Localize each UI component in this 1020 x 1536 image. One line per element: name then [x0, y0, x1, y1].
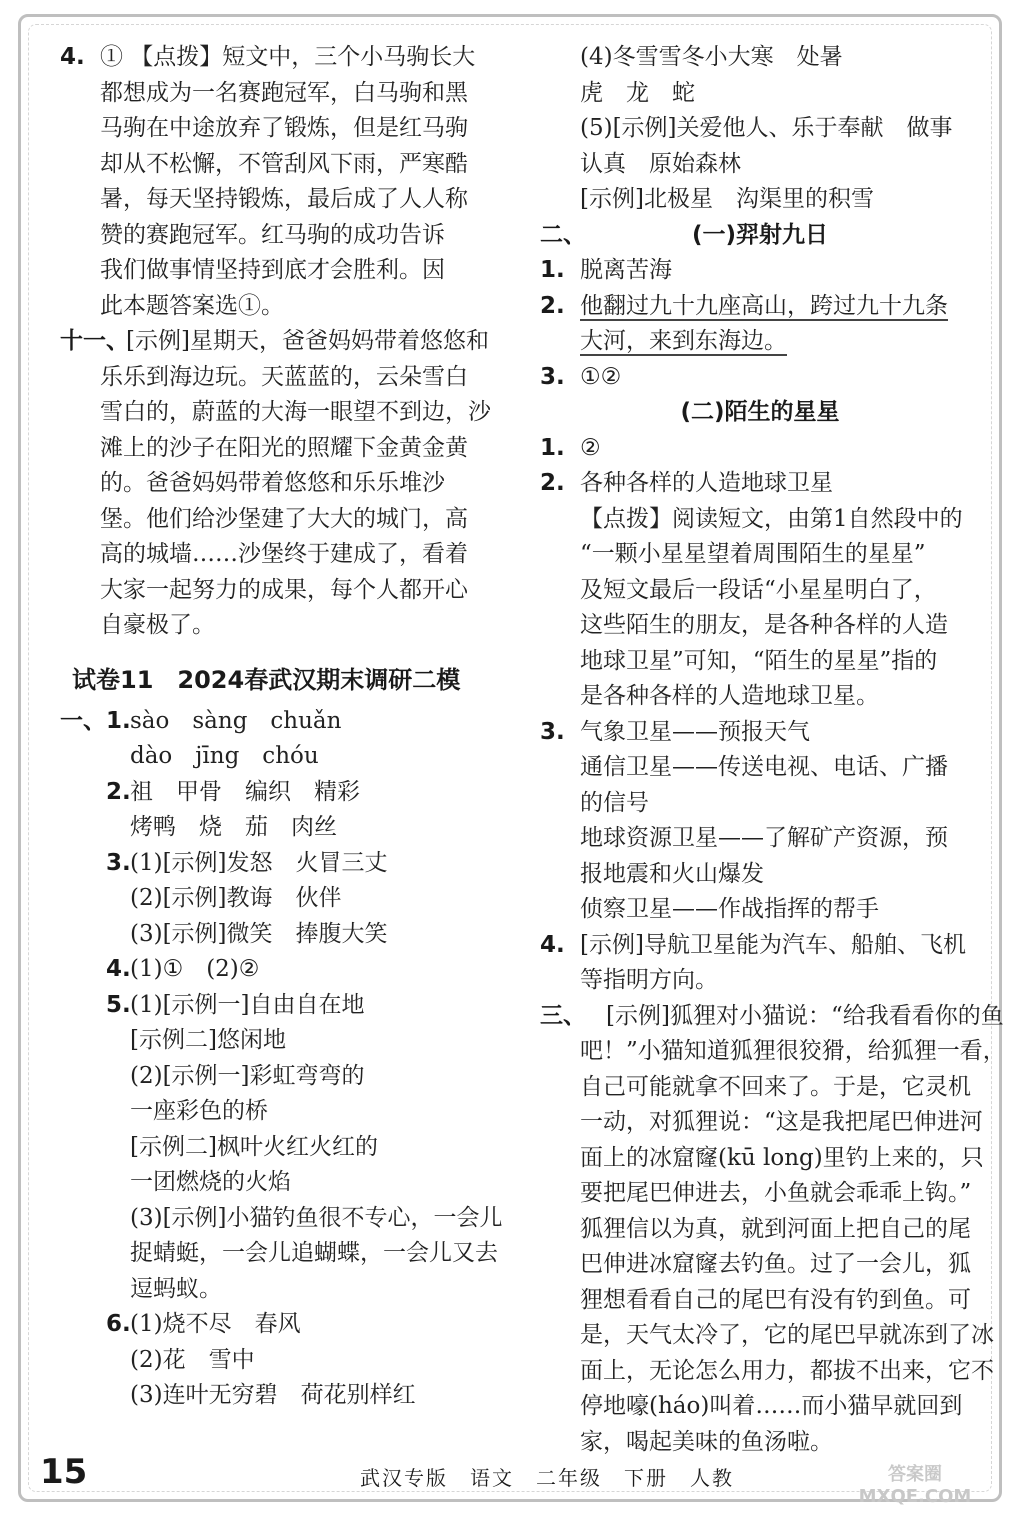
answer-line: [60, 952, 500, 988]
answer-text: 大河，来到东海边。: [580, 328, 787, 354]
question-number: 2.: [540, 470, 565, 496]
answer-text: 是，天气太冷了，它的尾巴早就冻到了冰: [580, 1322, 994, 1348]
answer-line: [540, 40, 980, 76]
answer-line: [60, 431, 500, 467]
answer-text: ①②: [580, 363, 622, 390]
answer-line: [540, 431, 980, 467]
answer-text: 【点拨】阅读短文，由第1自然段中的: [580, 505, 963, 532]
answer-text: (4)冬雪雪冬小大寒 处暑: [580, 44, 843, 70]
answer-text: 地球资源卫星——了解矿产资源，预: [580, 825, 948, 851]
answer-line: [60, 147, 500, 183]
answer-line: [540, 679, 980, 715]
right-column: [540, 40, 1006, 1460]
answer-line: [540, 1389, 980, 1425]
question-number: 4.: [106, 956, 131, 982]
footer-edition-text: 武汉专版 语文 二年级 下册 人教: [360, 1466, 734, 1490]
answer-text: 都想成为一名赛跑冠军，白马驹和黑: [100, 79, 468, 106]
answer-line: [60, 466, 500, 502]
answer-text: [示例]导航卫星能为汽车、船舶、飞机: [580, 931, 966, 958]
answer-text: 大家一起努力的成果，每个人都开心: [100, 576, 468, 603]
answer-line: [540, 1354, 994, 1390]
answer-text: 一动，对狐狸说：“这是我把尾巴伸进河: [580, 1109, 983, 1135]
answer-text: 祖 甲骨 编织 精彩: [130, 778, 360, 805]
reading-title-2-text: (二)陌生的星星: [680, 399, 840, 425]
answer-text: [示例]狐狸对小猫说：“给我看看你的鱼: [606, 1002, 1004, 1029]
answer-text: 马驹在中途放弃了锻炼，但是红马驹: [100, 115, 468, 141]
answer-line: [60, 76, 500, 112]
answer-line: [60, 881, 500, 917]
answer-line: [540, 715, 980, 751]
answer-line: [540, 466, 980, 502]
answer-text: 侦察卫星——作战指挥的帮手: [580, 896, 879, 922]
answer-line: [540, 1141, 984, 1177]
answer-text: 这些陌生的朋友，是各种各样的人造: [580, 612, 948, 638]
answer-text: 滩上的沙子在阳光的照耀下金黄金黄: [100, 434, 468, 461]
answer-text: 雪白的，蔚蓝的大海一眼望不到边，沙: [100, 399, 491, 425]
answer-text: [示例二]枫叶火红火红的: [130, 1133, 378, 1160]
answer-text: 逗蚂蚁。: [130, 1275, 222, 1302]
answer-text: 暑，每天坚持锻炼，最后成了人人称: [100, 186, 468, 212]
answer-line: [60, 40, 500, 76]
answer-line: [60, 1201, 503, 1237]
answer-text: 他翻过九十九座高山，跨过九十九条: [580, 292, 948, 319]
answer-line: [540, 147, 980, 183]
answer-text: ②: [580, 434, 601, 461]
answer-line: [60, 917, 500, 953]
answer-line: [60, 1130, 500, 1166]
answer-line: [60, 846, 500, 882]
question-number: 1.: [540, 257, 565, 283]
answer-text: 我们做事情坚持到底才会胜利。因: [100, 257, 445, 283]
answer-line: [540, 786, 980, 822]
answer-text: (1)[示例]发怒 火冒三丈: [130, 849, 388, 876]
answer-line: [60, 395, 500, 431]
answer-text: 的信号: [580, 789, 649, 816]
answer-line: [60, 704, 500, 740]
answer-text: (2)花 雪中: [130, 1346, 255, 1373]
answer-text: 面上的冰窟窿(kū long)里钓上来的，只: [580, 1144, 984, 1171]
answer-text: 一团燃烧的火焰: [130, 1169, 291, 1195]
answer-text: 乐乐到海边玩。天蓝蓝的，云朵雪白: [100, 363, 468, 390]
answer-line: [540, 1034, 1006, 1070]
answer-text: 面上，无论怎么用力，都拔不出来，它不: [580, 1357, 994, 1384]
answer-text: ① 【点拨】短文中，三个小马驹长大: [100, 44, 476, 70]
answer-line: [60, 253, 500, 289]
answer-line: [60, 289, 500, 325]
answer-text: 一座彩色的桥: [130, 1098, 268, 1124]
question-number: 三、: [540, 1002, 586, 1029]
answer-text: 堡。他们给沙堡建了大大的城门，高: [100, 505, 468, 532]
answer-line: [540, 999, 1004, 1035]
answer-line: [60, 360, 500, 396]
answer-line: [540, 111, 980, 147]
answer-line: [60, 502, 500, 538]
answer-line: [540, 1105, 983, 1141]
answer-text: dào jīng chóu: [130, 743, 319, 769]
answer-text: 吧！”小猫知道狐狸很狡猾，给狐狸一看，: [580, 1038, 1006, 1064]
answer-text: 狐狸信以为真，就到河面上把自己的尾: [580, 1215, 971, 1242]
answer-line: [60, 111, 500, 147]
question-number: 3.: [106, 849, 131, 876]
answer-text: 高的城墙……沙堡终于建成了，看着: [100, 541, 468, 567]
answer-line: [540, 857, 980, 893]
question-number: 十一、: [60, 328, 129, 354]
answer-line: [540, 502, 980, 538]
answer-line: [540, 360, 980, 396]
reading-title-1-text: (一)羿射九日: [691, 221, 829, 248]
question-number: 1.: [540, 434, 565, 461]
answer-text: (3)[示例]微笑 捧腹大笑: [130, 920, 388, 947]
answer-text: [示例]星期天，爸爸妈妈带着悠悠和: [126, 328, 489, 354]
answer-text: 要把尾巴伸进去，小鱼就会乖乖上钩。”: [580, 1180, 972, 1206]
question-number: 5.: [106, 991, 131, 1018]
answer-line: [60, 218, 500, 254]
answer-line: [540, 1318, 994, 1354]
answer-line: [60, 1343, 500, 1379]
answer-line: [60, 1023, 500, 1059]
page-number: 15: [40, 1452, 88, 1492]
answer-line: [540, 1176, 980, 1212]
answer-text: [示例二]悠闲地: [130, 1027, 286, 1053]
page-footer: [40, 1452, 980, 1502]
answer-line: [540, 324, 980, 360]
answer-text: 是各种各样的人造地球卫星。: [580, 683, 879, 709]
answer-line: [60, 1094, 500, 1130]
answer-line: [60, 810, 500, 846]
question-number: 4.: [60, 44, 85, 70]
left-column: [60, 40, 503, 1414]
answer-text: 赞的赛跑冠军。红马驹的成功告诉: [100, 221, 445, 248]
question-number: 一、1.: [60, 707, 131, 734]
answer-text: 烤鸭 烧 茄 肉丝: [130, 814, 337, 840]
answer-line: [540, 750, 980, 786]
exam-section-title: [60, 656, 500, 704]
answer-text: (3)连叶无穷碧 荷花别样红: [130, 1382, 416, 1408]
question-number: 3.: [540, 718, 565, 745]
watermark-logo: 答案圈 MXQE.COM: [858, 1464, 972, 1507]
answer-line: [540, 289, 980, 325]
answer-text: 认真 原始森林: [580, 150, 741, 177]
answer-line: [540, 608, 980, 644]
answer-text: 的。爸爸妈妈带着悠悠和乐乐堆沙: [100, 470, 445, 496]
answer-line: [540, 1247, 980, 1283]
answer-text: (5)[示例]关爱他人、乐于奉献 做事: [580, 115, 953, 141]
answer-line: [60, 988, 500, 1024]
answer-line: [540, 1070, 980, 1106]
answer-line: [540, 253, 980, 289]
answer-text: (2)[示例]教诲 伙伴: [130, 885, 342, 911]
answer-line: [60, 1236, 500, 1272]
answer-line: [540, 1212, 980, 1248]
answer-text: 此本题答案选①。: [100, 292, 284, 319]
exam-section-title-text: 试卷11 2024春武汉期末调研二模: [72, 665, 461, 694]
answer-line: [60, 775, 500, 811]
answer-line: [540, 182, 980, 218]
answer-text: 各种各样的人造地球卫星: [580, 470, 833, 496]
question-number: 3.: [540, 363, 565, 390]
answer-text: 虎 龙 蛇: [580, 79, 695, 106]
answer-text: 及短文最后一段话“小星星明白了，: [580, 576, 937, 603]
answer-text: 报地震和火山爆发: [580, 860, 764, 887]
answer-text: 却从不松懈，不管刮风下雨，严寒酷: [100, 150, 468, 177]
answer-line: [540, 76, 980, 112]
answer-line: [540, 892, 980, 928]
answer-line: [60, 1272, 500, 1308]
answer-text: 自己可能就拿不回来了。于是，它灵机: [580, 1073, 971, 1100]
answer-line: [540, 1283, 980, 1319]
answer-line: [60, 573, 500, 609]
answer-text: 巴伸进冰窟窿去钓鱼。过了一会儿，狐: [580, 1251, 971, 1277]
section-number: 二、: [540, 221, 586, 248]
answer-text: 地球卫星”可知，“陌生的星星”指的: [580, 647, 938, 674]
answer-text: 通信卫星——传送电视、电话、广播: [580, 754, 948, 780]
answer-line: [60, 537, 500, 573]
answer-line: [60, 608, 500, 644]
answer-text: 脱离苦海: [580, 257, 672, 283]
question-number: 4.: [540, 931, 565, 958]
answer-text: (2)[示例一]彩虹弯弯的: [130, 1062, 365, 1089]
answer-text: 等指明方向。: [580, 967, 718, 993]
answer-text: 狸想看看自己的尾巴有没有钓到鱼。可: [580, 1286, 971, 1313]
answer-text: 气象卫星——预报天气: [580, 718, 810, 745]
answer-line: [540, 963, 980, 999]
answer-text: 捉蜻蜓，一会儿追蝴蝶，一会儿又去: [130, 1240, 498, 1266]
answer-text: (1)[示例一]自由自在地: [130, 991, 365, 1018]
answer-line: [60, 1307, 500, 1343]
answer-text: 自豪极了。: [100, 612, 215, 638]
answer-line: [60, 739, 500, 775]
answer-line: [60, 1165, 500, 1201]
answer-line: [540, 537, 980, 573]
answer-line: [60, 1059, 500, 1095]
answer-line: [60, 182, 500, 218]
question-number: 2.: [540, 292, 565, 319]
answer-text: 停地嚎(háo)叫着……而小猫早就回到: [580, 1393, 963, 1419]
answer-line: [60, 324, 500, 360]
question-number: 2.: [106, 778, 131, 805]
answer-line: [60, 1378, 500, 1414]
reading-title-2: [540, 395, 980, 431]
answer-line: [540, 928, 980, 964]
answer-line: [540, 821, 980, 857]
answer-text: (1)烧不尽 春风: [130, 1311, 301, 1337]
answer-text: “一颗小星星望着周围陌生的星星”: [580, 541, 926, 567]
question-number: 6.: [106, 1311, 131, 1337]
answer-text: [示例]北极星 沟渠里的积雪: [580, 186, 874, 212]
answer-line: [540, 573, 980, 609]
answer-text: sào sàng chuǎn: [130, 707, 342, 734]
answer-line: [540, 644, 980, 680]
reading-title-1: [540, 218, 980, 254]
answer-text: (3)[示例]小猫钓鱼很不专心，一会儿: [130, 1204, 503, 1231]
answer-text: 家，喝起美味的鱼汤啦。: [580, 1428, 833, 1455]
answer-text: (1)① (2)②: [130, 956, 260, 982]
